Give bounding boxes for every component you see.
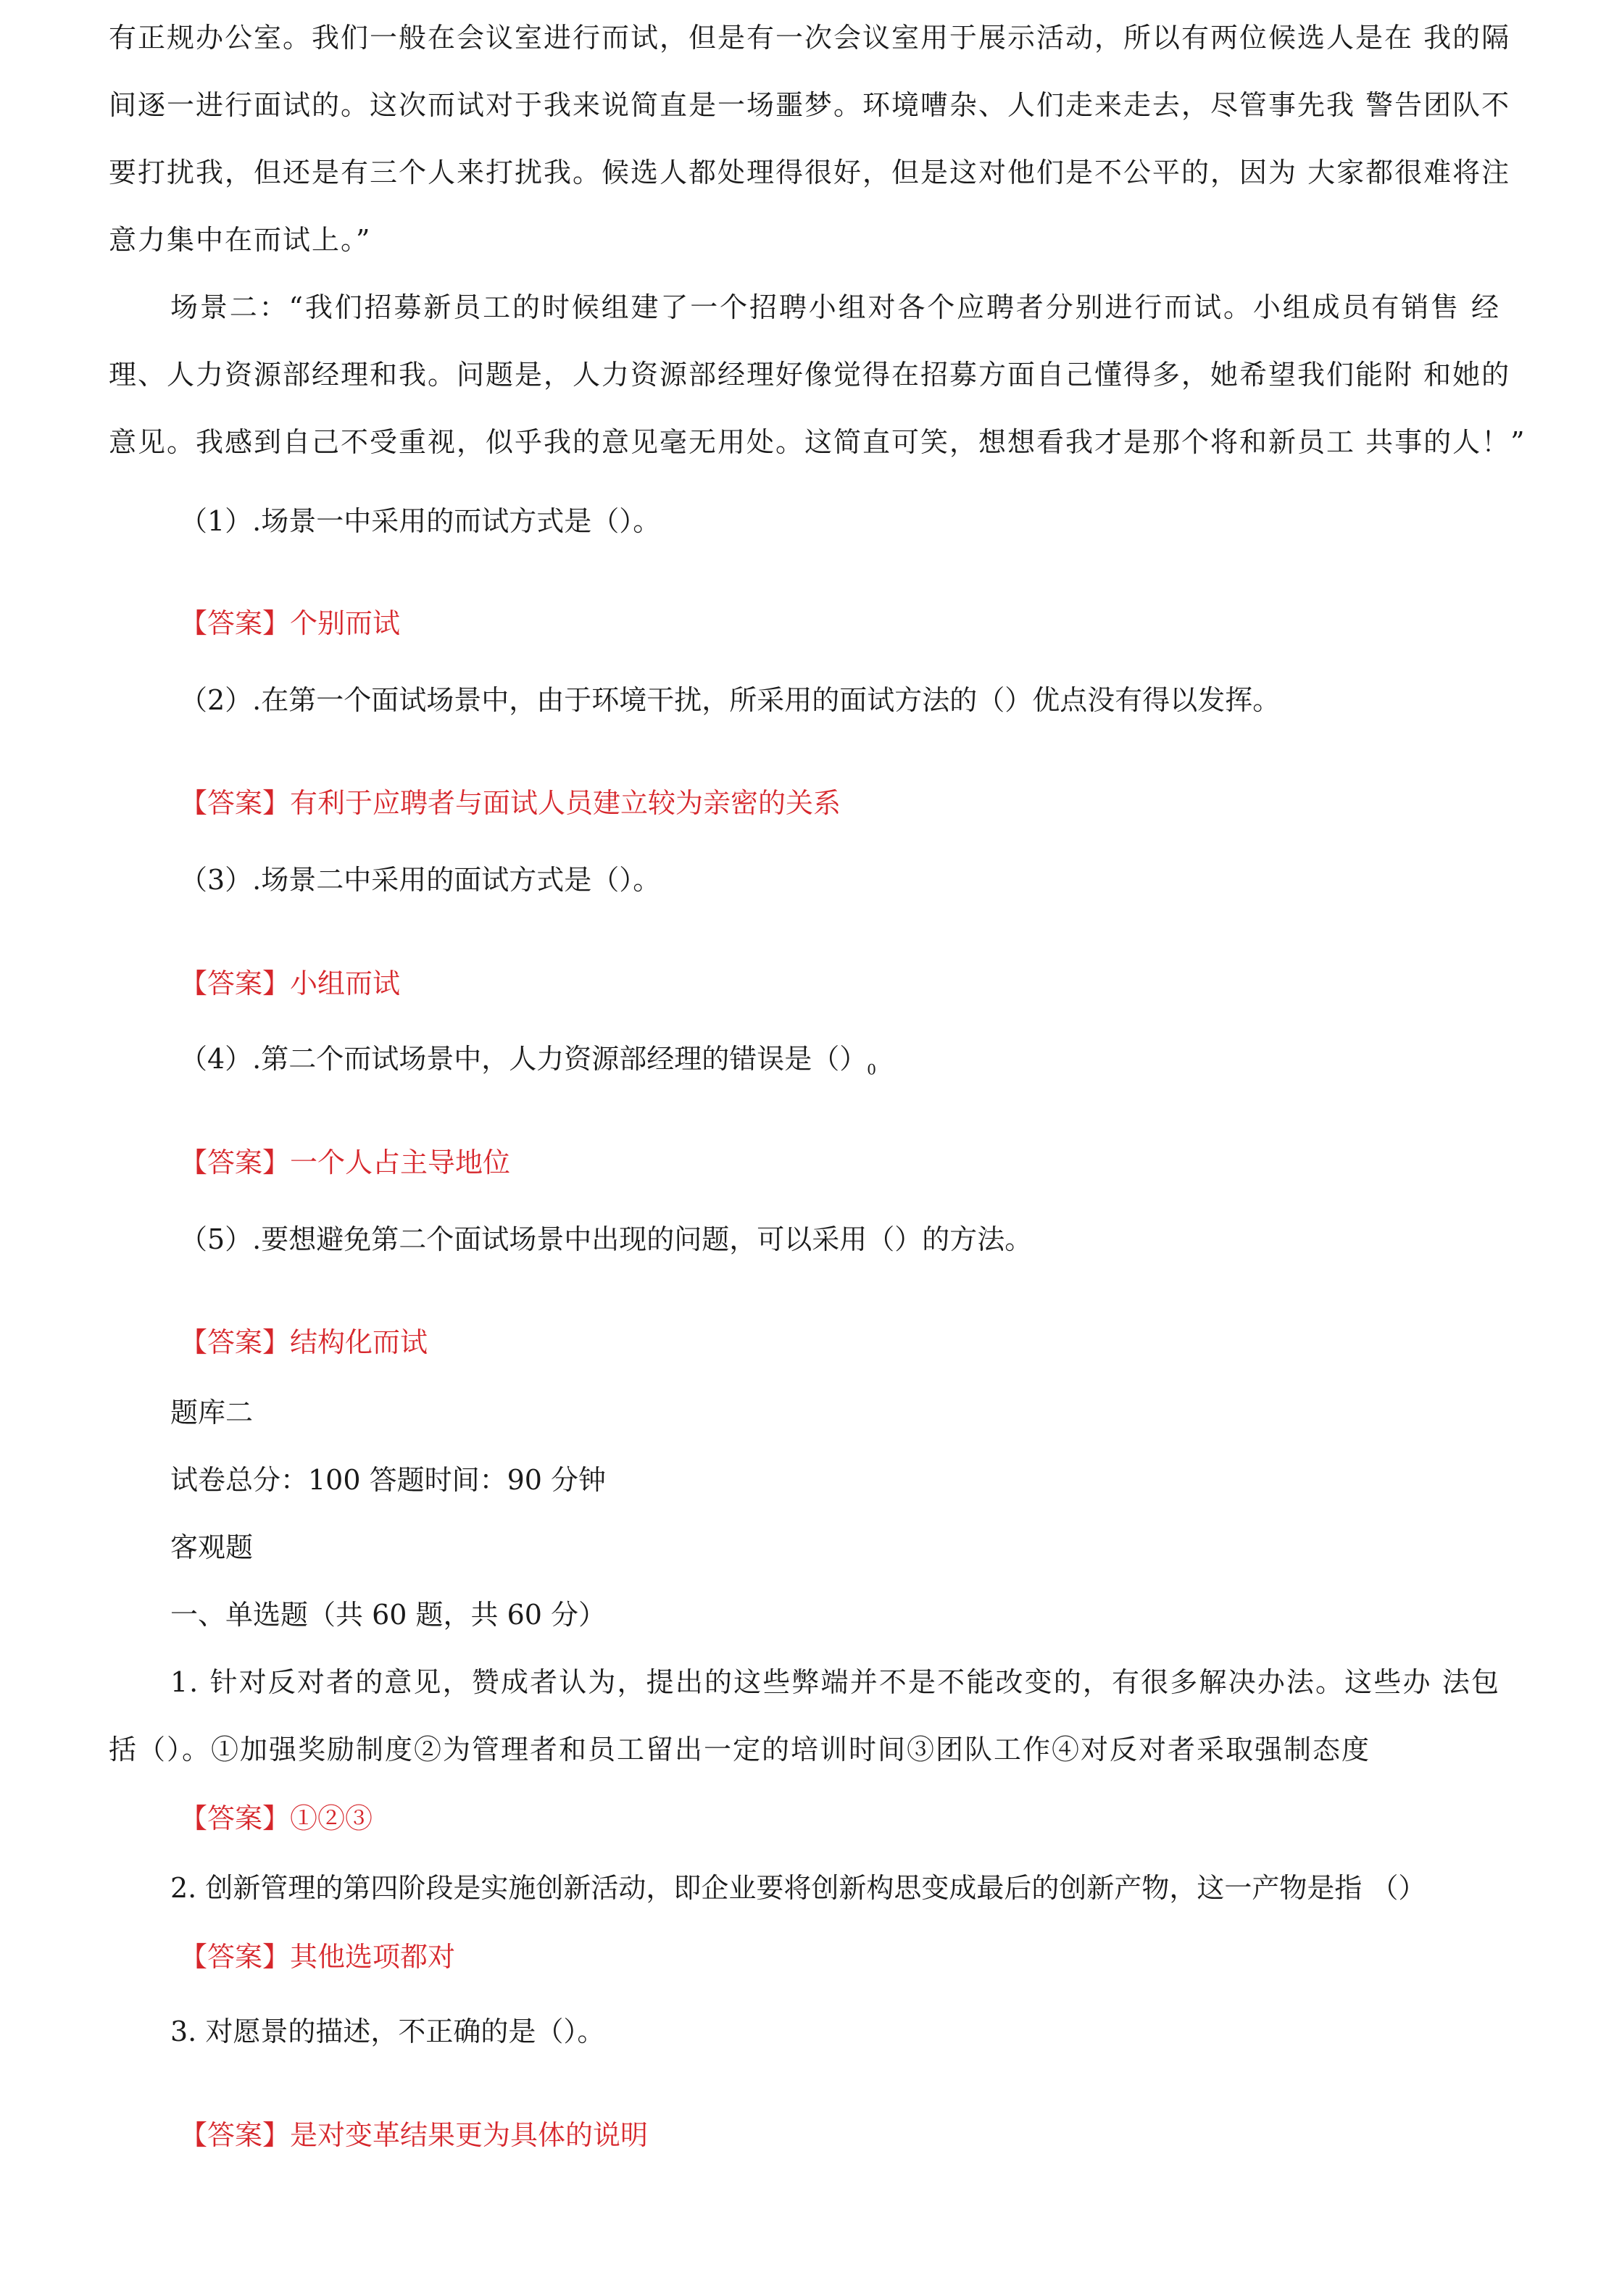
answer-text: 有利于应聘者与面试人员建立较为亲密的关系 (290, 787, 841, 819)
answer-text: 一个人占主导地位 (290, 1147, 511, 1178)
scene2-line-1: 场景二：“我们招募新员工的时候组建了一个招聘小组对各个应聘者分别进行而试。小组成员有销售 经 (170, 291, 1500, 323)
answer-tag: 【答案】 (180, 1147, 291, 1178)
case-answer-5 (180, 1325, 428, 1360)
mcq-answer-1 (180, 1801, 373, 1836)
question-text: （4）.第二个而试场景中，人力资源部经理的错误是（） (180, 1043, 868, 1075)
bank-title: 题库二 (170, 1397, 254, 1428)
mcq-3-question: 3. 对愿景的描述，不正确的是（）。 (170, 2016, 605, 2047)
mcq-1-line-2: 括（）。①加强奖励制度②为管理者和员工留出一定的培训时间③团队工作④对反对者采取强制态度 (109, 1734, 1371, 1765)
section-objective: 客观题 (170, 1531, 254, 1563)
case-answer-2 (180, 786, 841, 820)
scene1-line-2: 间逐一进行面试的。这次而试对于我来说简直是一场噩梦。环境嘈杂、人们走来走去，尽管事先我 警告团队不 (109, 89, 1511, 121)
case-question-3: （3）.场景二中采用的面试方式是（）。 (180, 864, 661, 896)
answer-text: 结构化而试 (290, 1326, 428, 1358)
exam-info: 试卷总分：100 答题时间：90 分钟 (170, 1464, 607, 1496)
mcq-answer-3 (180, 2118, 648, 2152)
answer-text: 小组而试 (290, 968, 401, 999)
answer-tag: 【答案】 (180, 968, 291, 999)
mcq-answer-2 (180, 1939, 455, 1974)
scene2-line-2: 理、人力资源部经理和我。问题是，人力资源部经理好像觉得在招募方面自己懂得多，她希望我们能附 和她的 (109, 359, 1511, 391)
answer-tag: 【答案】 (180, 607, 291, 639)
answer-text: 是对变革结果更为具体的说明 (290, 2119, 649, 2151)
mcq-1-line-1: 1. 针对反对者的意见，赞成者认为，提出的这些弊端并不是不能改变的，有很多解决办法。这些办 法包 (170, 1666, 1500, 1698)
case-answer-3 (180, 966, 400, 1001)
mcq-2-question: 2. 创新管理的第四阶段是实施创新活动，即企业要将创新构思变成最后的创新产物，这一产物是指 （） (170, 1872, 1426, 1904)
scene2-line-3: 意见。我感到自己不受重视，似乎我的意见毫无用处。这简直可笑，想想看我才是那个将和新员工 共事的人！” (109, 426, 1526, 458)
answer-tag: 【答案】 (180, 2119, 291, 2151)
case-question-2: （2）.在第一个面试场景中，由于环境干扰，所采用的面试方法的（）优点没有得以发挥。 (180, 684, 1281, 716)
answer-tag: 【答案】 (180, 1941, 291, 1973)
answer-text: 个别而试 (290, 607, 401, 639)
case-question-4 (180, 1041, 876, 1087)
answer-text: 其他选项都对 (290, 1941, 456, 1973)
answer-tag: 【答案】 (180, 1326, 291, 1358)
answer-tag: 【答案】 (180, 1802, 291, 1834)
case-answer-4 (180, 1145, 510, 1180)
case-answer-1 (180, 606, 400, 641)
case-question-5: （5）.要想避免第二个面试场景中出现的问题，可以采用（）的方法。 (180, 1223, 1033, 1255)
answer-text: ①②③ (290, 1802, 373, 1834)
scene1-line-4: 意力集中在而试上。” (109, 224, 372, 256)
scene1-line-1: 有正规办公室。我们一般在会议室进行而试，但是有一次会议室用于展示活动，所以有两位候选人是在 我的隔 (109, 22, 1511, 54)
section-single-choice: 一、单选题（共 60 题，共 60 分） (170, 1599, 607, 1631)
case-question-1: （1）.场景一中采用的而试方式是（）。 (180, 505, 661, 537)
answer-tag: 【答案】 (180, 787, 291, 819)
scene1-line-3: 要打扰我，但还是有三个人来打扰我。候选人都处理得很好，但是这对他们是不公平的，因为 大家都很难将注 (109, 157, 1511, 188)
question-subscript: 0 (867, 1060, 876, 1078)
